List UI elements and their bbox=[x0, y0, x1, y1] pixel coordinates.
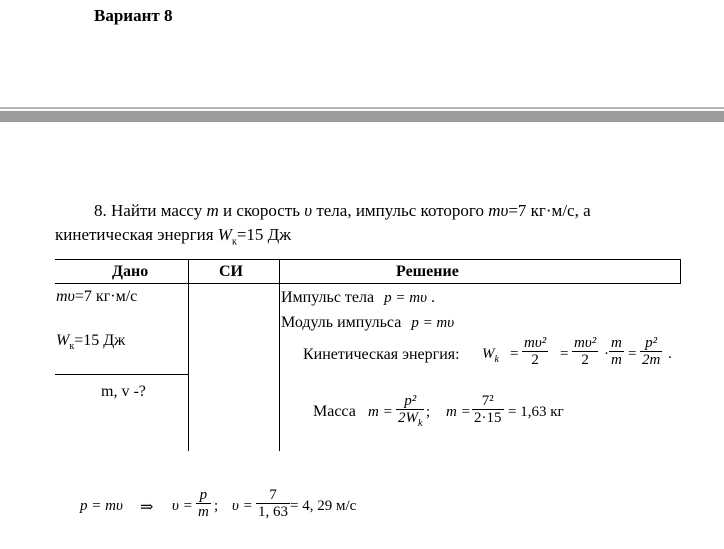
given-momentum bbox=[56, 288, 137, 306]
energy-value: =15 Дж bbox=[236, 225, 292, 244]
mass-symbol: m bbox=[206, 201, 219, 220]
fraction-numerator: 7² bbox=[481, 393, 494, 409]
problem-line-2 bbox=[55, 225, 291, 247]
fraction-denominator: 2·15 bbox=[474, 410, 502, 426]
table-right-border bbox=[680, 259, 681, 284]
problem-text: кинетическая энергия bbox=[55, 225, 214, 244]
mass-result: = 1,63 кг bbox=[508, 404, 564, 420]
given-momentum-symbol: mυ bbox=[56, 288, 75, 305]
fraction-denominator: m bbox=[611, 352, 622, 368]
fraction-energy-4 bbox=[640, 335, 662, 368]
semicolon: ; bbox=[426, 404, 431, 420]
fraction-energy-1 bbox=[522, 335, 548, 368]
problem-text: тела, импульс которого bbox=[316, 201, 484, 220]
separator-band bbox=[0, 111, 724, 122]
bottom-momentum-formula: p = mυ bbox=[80, 498, 123, 514]
fraction-denominator: m bbox=[198, 504, 209, 520]
fraction-numerator: m bbox=[611, 335, 622, 351]
fraction-mass-2 bbox=[472, 393, 504, 426]
denominator-sub: k bbox=[418, 418, 423, 429]
separator-line bbox=[0, 107, 724, 109]
fraction-denominator bbox=[396, 410, 424, 432]
fraction-numerator: mυ² bbox=[524, 335, 547, 351]
solution-label-energy: Кинетическая энергия: bbox=[303, 346, 460, 363]
solution-line-2 bbox=[281, 314, 454, 332]
dot-operator: · bbox=[604, 346, 609, 362]
solution-line-1 bbox=[281, 289, 435, 307]
fraction-denominator: 1, 63 bbox=[258, 504, 288, 520]
bottom-fraction-1 bbox=[196, 487, 211, 520]
table-col-divider-1 bbox=[188, 259, 189, 451]
energy-symbol: W bbox=[217, 225, 232, 244]
given-unknown: m, v -? bbox=[101, 383, 146, 400]
fraction-energy-2 bbox=[572, 335, 598, 368]
solution-label-mass: Масса bbox=[313, 403, 356, 420]
fraction-denominator: 2 bbox=[581, 352, 589, 368]
page-title: Вариант 8 bbox=[94, 6, 173, 25]
formula-momentum-magnitude: p = mυ bbox=[411, 315, 455, 331]
fraction-numerator: p² bbox=[645, 335, 658, 351]
fraction-numerator: mυ² bbox=[574, 335, 597, 351]
semicolon: ; bbox=[214, 498, 219, 514]
k-sub: k bbox=[494, 354, 499, 365]
given-energy bbox=[56, 332, 125, 352]
energy-subscript: к bbox=[231, 236, 237, 248]
problem-line-1 bbox=[94, 201, 591, 221]
fraction-mass-1 bbox=[396, 393, 424, 432]
given-divider bbox=[55, 374, 188, 375]
momentum-expr: mυ bbox=[488, 201, 509, 220]
table-header-border bbox=[55, 283, 680, 284]
table-col-divider-2 bbox=[279, 259, 280, 451]
fraction-denominator: 2m bbox=[642, 352, 661, 368]
given-energy-sub: к bbox=[69, 341, 75, 353]
implies-arrow: ⇒ bbox=[140, 499, 154, 516]
velocity-symbol: υ bbox=[304, 201, 313, 220]
solution-label: Модуль импульса bbox=[281, 314, 402, 331]
problem-text: 8. Найти массу bbox=[94, 201, 203, 220]
bottom-v-eq: υ = bbox=[172, 498, 193, 514]
fraction-energy-3 bbox=[609, 335, 624, 368]
fraction-numerator: p bbox=[199, 487, 208, 503]
formula-m-eq-2: m = bbox=[446, 404, 471, 420]
equals-sign: = bbox=[560, 346, 569, 362]
velocity-result: = 4, 29 м/с bbox=[290, 498, 357, 514]
bottom-v-eq-2: υ = bbox=[232, 498, 253, 514]
given-energy-symbol: W bbox=[56, 332, 70, 349]
equals-sign: = bbox=[628, 346, 637, 362]
given-energy-value: =15 Дж bbox=[74, 332, 126, 349]
fraction-numerator: 7 bbox=[269, 487, 277, 503]
formula-m-eq: m = bbox=[368, 404, 393, 420]
formula-wk bbox=[482, 346, 499, 365]
table-top-border bbox=[55, 259, 680, 260]
period: . bbox=[668, 346, 672, 362]
momentum-value: =7 кг·м/с, а bbox=[508, 201, 591, 220]
denominator-text: 2W bbox=[398, 410, 418, 426]
bottom-fraction-2 bbox=[256, 487, 290, 520]
formula-momentum-vector: p = mυ bbox=[384, 290, 427, 306]
header-given: Дано bbox=[112, 263, 149, 280]
problem-text: и скорость bbox=[223, 201, 300, 220]
period: . bbox=[430, 289, 435, 306]
equals-sign: = bbox=[510, 346, 519, 362]
header-si: СИ bbox=[219, 263, 243, 280]
given-momentum-value: =7 кг·м/с bbox=[74, 288, 138, 305]
header-solution: Решение bbox=[396, 263, 459, 280]
solution-label: Импульс тела bbox=[281, 289, 375, 306]
w-symbol: W bbox=[482, 346, 495, 362]
fraction-denominator: 2 bbox=[531, 352, 539, 368]
fraction-numerator: p² bbox=[404, 393, 417, 409]
